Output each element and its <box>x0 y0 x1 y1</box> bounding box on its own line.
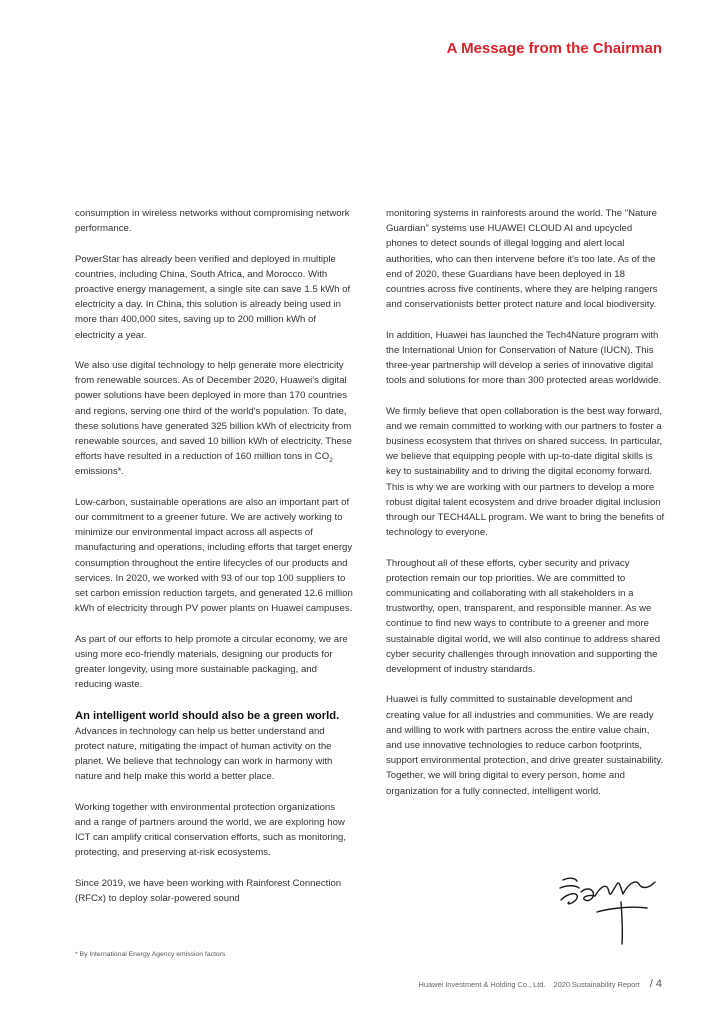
page-number: / 4 <box>649 978 662 990</box>
footnote: * By International Energy Agency emission factors <box>75 951 226 958</box>
paragraph: PowerStar has already been verified and deployed in multiple countries, including China, South Africa, and Morocco. With proactive energy management, a single site can save 1.5 kWh of electricity a day. In China, this solution is already being used in more than 400,000 sites, saving up to 200 million kWh of electricity a year. <box>75 253 351 341</box>
chairman-signature-icon <box>555 872 665 948</box>
paragraph: As part of our efforts to help promote a circular economy, we are using more eco-friendly materials, designing our products for greater longevity, using more sustainable packaging, and reducing waste. <box>75 633 348 691</box>
paragraph: Since 2019, we have been working with Rainforest Connection (RFCx) to deploy solar-powered sound <box>75 877 342 904</box>
page-footer <box>419 978 662 990</box>
footer-report-name: 2020 Sustainability Report <box>553 980 640 989</box>
paragraph: Huawei is fully committed to sustainable development and creating value for all industries and communities. We are ready and willing to work with partners across the entire value chain, and use innovative technologies to reduce carbon footprints, support environmental protection, and drive greater sustainability. Together, we will bring digital to every person, home and organization for a fully connected, intelligent world. <box>386 694 664 797</box>
footer-company: Huawei Investment & Holding Co., Ltd. <box>418 980 546 989</box>
paragraph-text-end: emissions*. <box>75 466 125 478</box>
paragraph: Throughout all of these efforts, cyber security and privacy protection remain our top priorities. We are committed to communicating and collaborating with all stakeholders in a trustworthy, open, transparent, and responsible manner. As we continue to find new ways to contribute to a greener and more sustainable digital world, we will also continue to address shared cyber security challenges through innovation and supporting the development of industry standards. <box>386 557 661 676</box>
right-text-column <box>386 206 666 799</box>
co2-subscript: 2 <box>329 457 333 465</box>
paragraph: Working together with environmental protection organizations and a range of partners around the world, we are exploring how ICT can amplify critical conservation efforts, such as monitoring, protecting, and preserving at-risk ecosystems. <box>75 801 347 859</box>
paragraph: In addition, Huawei has launched the Tech4Nature program with the International Union for Conservation of Nature (IUCN). This three-year partnership will develop a series of innovative digital tools and solutions for more than 300 protected areas worldwide. <box>386 329 662 387</box>
section-heading: An intelligent world should also be a green world. <box>75 709 340 722</box>
paragraph-text: We also use digital technology to help generate more electricity from renewable sources. As of December 2020, Huawei's digital power solutions have been deployed in more than 170 countries and regions, serving one third of the world's population. To date, these solutions have generated 325 billion kWh of electricity from renewable sources, and saved 10 billion kWh of electricity. These efforts have resulted in a reduction of 160 million tons in CO <box>75 360 352 463</box>
paragraph: Advances in technology can help us better understand and protect nature, mitigating the impact of human activity on the planet. We believe that technology can work in harmony with nature and help make this world a better place. <box>75 725 333 783</box>
paragraph: consumption in wireless networks without compromising network performance. <box>75 208 350 235</box>
paragraph: We firmly believe that open collaboration is the best way forward, and we remain committed to working with our partners to foster a business ecosystem that thrives on shared success. In particular, we believe that equipping people with up-to-date digital skills is key to sustainability and to driving the digital economy forward. This is why we are working with our partners to develop a more robust digital talent ecosystem and drive broader digital inclusion through our TECH4ALL program. We want to bring the benefits of technology to everyone. <box>386 405 665 539</box>
left-text-column <box>75 206 353 906</box>
paragraph: monitoring systems in rainforests around the world. The "Nature Guardian" systems use HUAWEI CLOUD AI and upcycled phones to detect sounds of illegal logging and alert local authorities, who can then intervene before it's too late. As of the end of 2020, these Guardians have been deployed in 18 countries across five continents, where they are helping rangers and conservationists better protect nature and local biodiversity. <box>386 208 658 311</box>
page-title: A Message from the Chairman <box>446 40 662 57</box>
paragraph: Low-carbon, sustainable operations are also an important part of our commitment to a greener future. We are actively working to minimize our environmental impact across all aspects of manufacturing and operations, including efforts that target energy consumption throughout the entire lifecycles of our products and services. In 2020, we worked with 93 of our top 100 suppliers to set carbon emission reduction targets, and generated 12.6 million kWh of electricity through PV power plants on Huawei campuses. <box>75 496 353 615</box>
paragraph <box>75 358 353 480</box>
